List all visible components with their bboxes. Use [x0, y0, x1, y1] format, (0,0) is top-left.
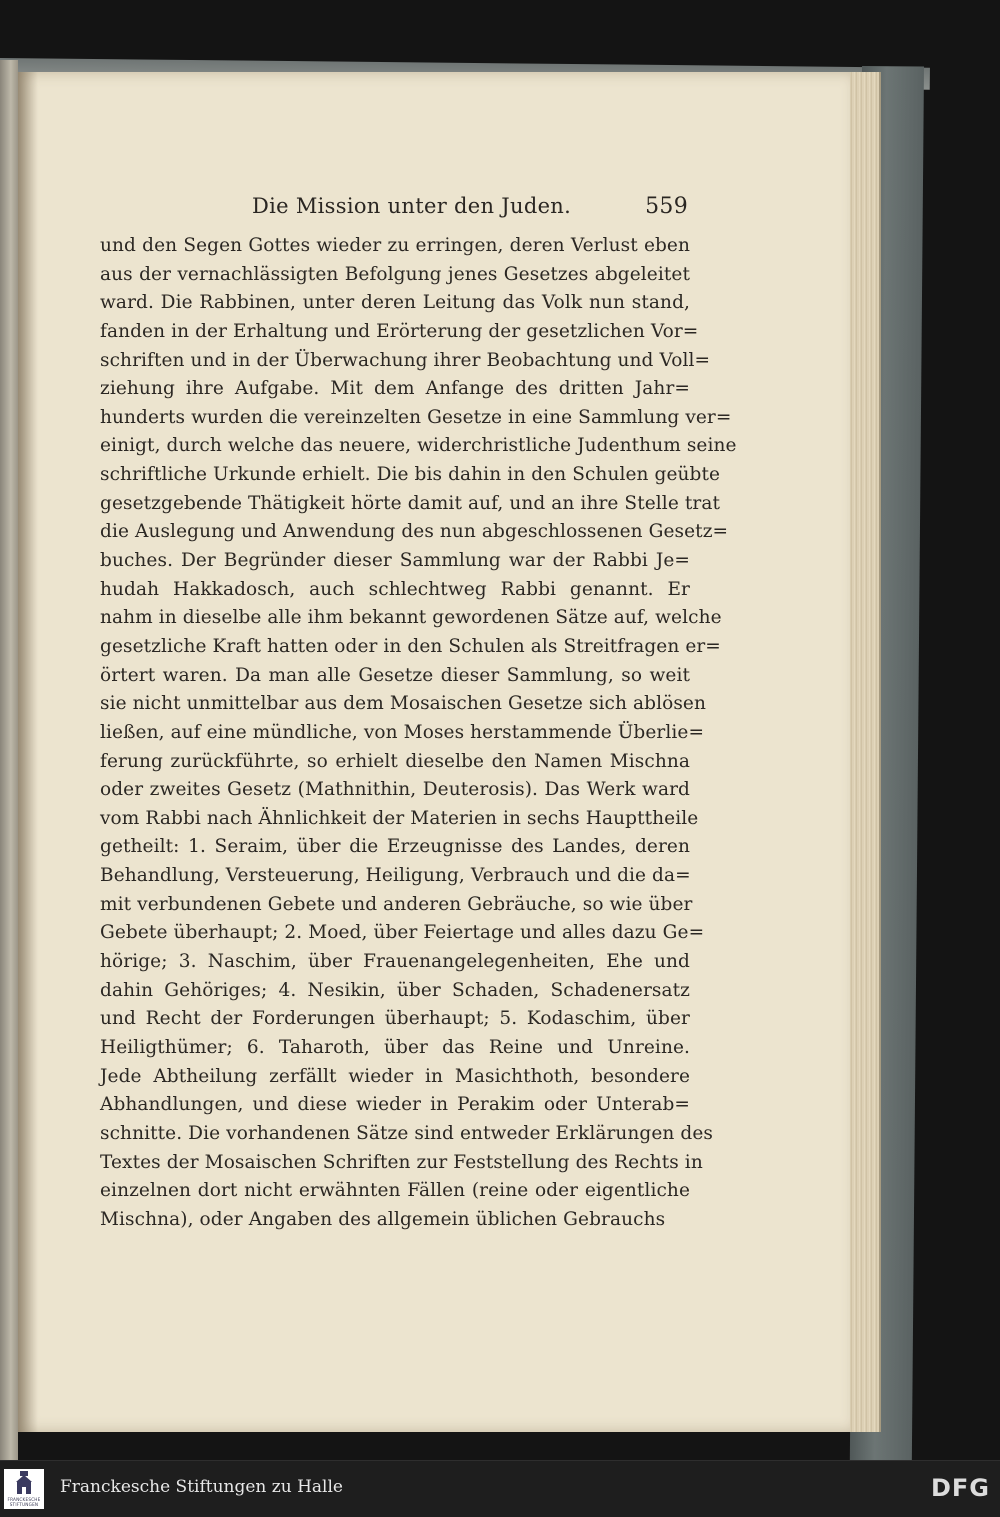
text-line: Behandlung, Versteuerung, Heiligung, Verbrauch und die da= — [100, 865, 691, 887]
text-line: vom Rabbi nach Ähnlichkeit der Materien in sechs Haupttheile — [100, 807, 699, 829]
text-line: mit verbundenen Gebete und anderen Gebräuche, so wie über — [100, 893, 693, 915]
text-line: Mischna), oder Angaben des allgemein üblichen Gebrauchs — [100, 1208, 666, 1230]
text-line: schriften und in der Überwachung ihrer Beobachtung und Voll= — [100, 349, 711, 371]
text-line: schriftliche Urkunde erhielt. Die bis dahin in den Schulen geübte — [100, 464, 721, 486]
page-number: 559 — [645, 194, 688, 219]
facing-page-edge — [0, 60, 18, 1460]
text-line: Abhandlungen, und diese wieder in Perakim oder Unterab= — [100, 1094, 690, 1116]
institution-logo[interactable] — [4, 1469, 44, 1509]
text-line: ließen, auf eine mündliche, von Moses herstammende Überlie= — [100, 721, 705, 743]
text-line: hudah Hakkadosch, auch schlechtweg Rabbi genannt. Er — [100, 578, 690, 600]
text-line: schnitte. Die vorhandenen Sätze sind entweder Erklärungen des — [100, 1122, 714, 1144]
text-line: getheilt: 1. Seraim, über die Erzeugnisse des Landes, deren — [100, 836, 690, 858]
text-line: die Auslegung und Anwendung des nun abgeschlossenen Gesetz= — [100, 521, 729, 543]
text-line: hörige; 3. Naschim, über Frauenangelegenheiten, Ehe und — [100, 951, 690, 973]
text-line: einigt, durch welche das neuere, widerchristliche Judenthum seine — [100, 435, 737, 457]
orphanage-building-icon — [15, 1471, 33, 1495]
text-line: örtert waren. Da man alle Gesetze dieser Sammlung, so weit — [100, 664, 690, 686]
dfg-logo[interactable]: DFG — [930, 1474, 990, 1502]
running-head — [100, 192, 690, 226]
text-line: gesetzgebende Thätigkeit hörte damit auf, und an ihre Stelle trat — [100, 492, 720, 514]
text-line: oder zweites Gesetz (Mathnithin, Deuterosis). Das Werk ward — [100, 779, 690, 801]
text-line: und den Segen Gottes wieder zu erringen, deren Verlust eben — [100, 235, 690, 256]
running-title: Die Mission unter den Juden. — [252, 194, 572, 218]
text-line: ward. Die Rabbinen, unter deren Leitung das Volk nun stand, — [100, 292, 690, 314]
text-line: gesetzliche Kraft hatten oder in den Schulen als Streitfragen er= — [100, 635, 721, 657]
text-line: ferung zurückführte, so erhielt dieselbe den Namen Mischna — [100, 750, 690, 772]
text-line: sie nicht unmittelbar aus dem Mosaischen Gesetze sich ablösen — [100, 693, 706, 715]
logo-caption-line2: STIFTUNGEN — [9, 1502, 39, 1507]
text-line: ziehung ihre Aufgabe. Mit dem Anfange des dritten Jahr= — [100, 378, 690, 400]
text-line: dahin Gehöriges; 4. Nesikin, über Schaden, Schadenersatz — [100, 979, 690, 1001]
text-line: Heiligthümer; 6. Taharoth, über das Reine und Unreine. — [100, 1036, 690, 1058]
text-line: hunderts wurden die vereinzelten Gesetze in eine Sammlung ver= — [100, 406, 732, 428]
viewer-footer — [0, 1460, 1000, 1517]
logo-caption-line1: FRANCKESCHE — [7, 1497, 41, 1502]
text-line: fanden in der Erhaltung und Erörterung der gesetzlichen Vor= — [100, 320, 699, 342]
institution-name: Franckesche Stiftungen zu Halle — [60, 1477, 343, 1497]
text-line: Textes der Mosaischen Schriften zur Feststellung des Rechts in — [100, 1151, 703, 1173]
text-line: aus der vernachlässigten Befolgung jenes Gesetzes abgeleitet — [100, 263, 690, 285]
text-line: nahm in dieselbe alle ihm bekannt gewordenen Sätze auf, welche — [100, 607, 722, 629]
text-line: Jede Abtheilung zerfällt wieder in Masichthoth, besondere — [100, 1065, 690, 1087]
body-text — [100, 232, 737, 1234]
text-line: und Recht der Forderungen überhaupt; 5. Kodaschim, über — [100, 1008, 690, 1030]
text-line: einzelnen dort nicht erwähnten Fällen (reine oder eigentliche — [100, 1180, 690, 1202]
text-line: Gebete überhaupt; 2. Moed, über Feiertage und alles dazu Ge= — [100, 922, 705, 944]
text-line: buches. Der Begründer dieser Sammlung war der Rabbi Je= — [100, 550, 690, 572]
spine-shadow — [18, 72, 38, 1432]
